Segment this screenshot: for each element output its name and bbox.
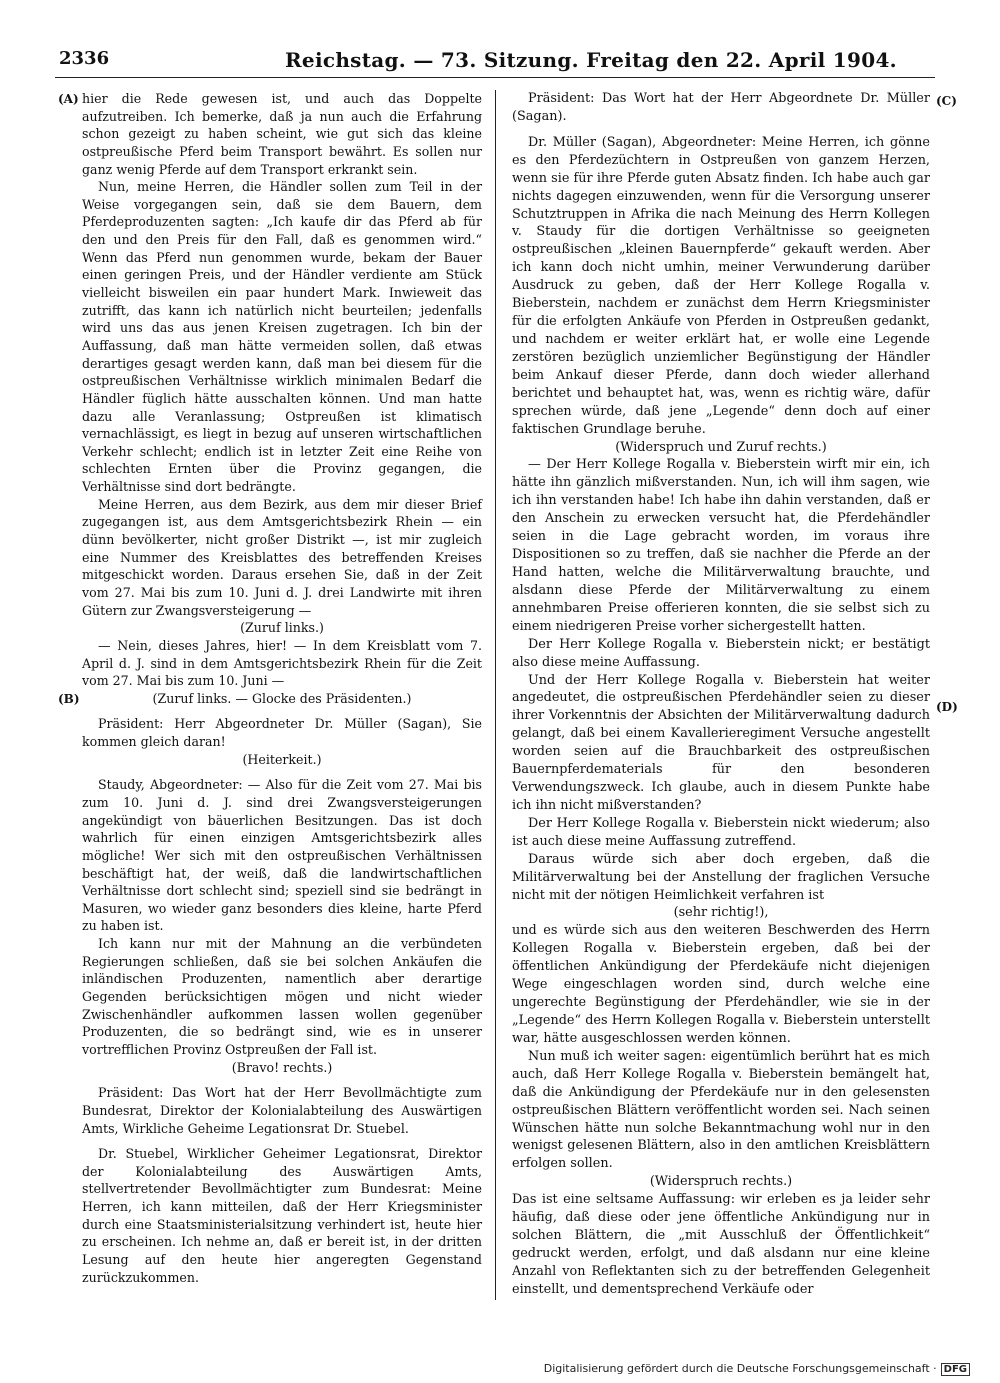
right-paragraph: Dr. Müller (Sagan), Abgeordneter: Meine Herren, ich gönne es den Pferdezüchtern in Ostpreußen von ganzem Herzen, wenn sie für ihre Pferde guten Absatz finden. Ich habe auch gar nichts dagegen einzuwenden, wenn für die Versorgung unserer Schutztruppen in Afrika die nach Meinung des Herrn Kollegen v. Staudy für die dortigen Verhältnisse so geeigneten ostpreußischen „kleinen Bauernpferde“ gekauft werden. Aber ich kann doch nicht umhin, meiner Verwunderung darüber Ausdruck zu geben, daß der Herr Kollege Rogalla v. Bieberstein, nachdem er zunächst dem Herrn Kriegsminister für die erfolgten Ankäufe von Pferden in Ostpreußen gedankt, und nachdem er weiter erklärt hat, er wolle eine Legende zerstören bezüglich unziemlicher Begünstigung der Händler beim Ankauf dieser Pferde, dann doch wieder allerhand berichtet und behauptet hat, was, wenn es richtig wäre, dafür sprechen würde, daß jene „Legende“ denn doch auf einer faktischen Grundlage beruhe. (512, 134, 930, 437)
margin-marker-a: (A) (58, 92, 79, 106)
left-paragraph: Nun, meine Herren, die Händler sollen zum Teil in der Weise vorgegangen sein, daß sie dem Bauern, dem Pferdeproduzenten sagten: „Ich kaufe dir das Pferd ab für den und den Preis für den Fall, daß es genommen wird.“ Wenn das Pferd nun genommen wurde, bekam der Bauer einen geringen Preis, und der Händler verdiente am Stück vielleicht bisweilen ein paar hundert Mark. Inwieweit das zutrifft, das kann ich natürlich nicht beurteilen; jedenfalls wird uns das aus jenen Kreisen zugetragen. Ich bin der Auffassung, daß man hätte vermeiden sollen, daß etwas derartiges gesagt werden kann, daß man bei diesem für die ostpreußischen Verhältnisse wirklich minimalen Bedarf die Händler füglich hätte ausschalten können. Und man hatte dazu alle Veranlassung; Ostpreußen ist klimatisch vernachlässigt, es liegt in bezug auf unseren wirtschaftlichen Verkehr schlecht; endlich ist in letzter Zeit eine Reihe von schlechten Ernten über die Provinz gegangen, die Verhältnisse sind dort bedrängte. (82, 179, 482, 495)
right-paragraph: Präsident: Das Wort hat der Herr Abgeordnete Dr. Müller (Sagan). (512, 91, 930, 124)
footer-credit: Digitalisierung gefördert durch die Deutsche Forschungsgemeinschaft · (543, 1362, 937, 1375)
left-paragraph: Meine Herren, aus dem Bezirk, aus dem mir dieser Brief zugegangen ist, aus dem Amtsgerichtsbezirk Rhein — ein dünn bevölkerter, nicht großer Distrikt —, ist mir zugleich eine Nummer des Kreisblattes des betreffenden Kreises mitgeschickt worden. Daraus ersehen Sie, daß in der Zeit vom 27. Mai bis zum 10. Juni d. J. drei Landwirte mit ihren Gütern zur Zwangsversteigerung — (82, 496, 482, 618)
dfg-logo: DFG (941, 1363, 970, 1376)
left-paragraph: Dr. Stuebel, Wirklicher Geheimer Legationsrat, Direktor der Kolonialabteilung des Auswärtigen Amts, stellvertretender Bevollmächtigter zum Bundesrat: Meine Herren, ich kann mitteilen, daß der Herr Kriegsminister durch eine Staatsministerialsitzung verhindert ist, heute hier zu erscheinen. Ich nehme an, daß er bereit ist, in der dritten Lesung auf den heute hier angeregten Gegenstand zurückzukommen. (82, 1146, 482, 1285)
right-paragraph: — Der Herr Kollege Rogalla v. Bieberstein wirft mir ein, ich hätte ihn gänzlich mißverstanden. Nun, ich will ihm sagen, wie ich ihn verstanden habe! Ich habe ihn dahin verstanden, daß er den Anschein zu erwecken versucht hat, die Pferdehändler seien in die Lage gebracht worden, im voraus ihre Dispositionen so zu treffen, daß sie nachher die Pferde an der Hand hatten, welche die Militärverwaltung brauchte, und alsdann diese Pferde der Militärverwaltung zu einem annehmbaren Preise offerieren konnten, die sie selbst sich zu einem niedrigeren Preise vorher sichergestellt hatten. (512, 457, 930, 634)
margin-marker-c: (C) (936, 94, 957, 108)
margin-marker-b: (B) (58, 692, 80, 706)
running-title: Reichstag. — 73. Sitzung. Freitag den 22. April 1904. (285, 48, 897, 72)
right-paragraph: (Widerspruch rechts.) (649, 1174, 793, 1190)
left-paragraph: — Nein, dieses Jahres, hier! — In dem Kreisblatt vom 7. April d. J. sind in dem Amtsgerichtsbezirk Rhein für die Zeit vom 27. Mai bis zum 10. Juni — (82, 637, 482, 689)
right-paragraph: Der Herr Kollege Rogalla v. Bieberstein nickt wiederum; also ist auch diese meine Auffassung zutreffend. (512, 815, 930, 849)
footer (544, 1362, 970, 1376)
left-paragraph: Staudy, Abgeordneter: — Also für die Zeit vom 27. Mai bis zum 10. Juni d. J. sind drei Zwangsversteigerungen angekündigt von bäuerlichen Besitzungen. Das ist doch wahrlich für einen einzigen Amtsgerichtsbezirk alles mögliche! Wer sich mit den ostpreußischen Verhältnissen beschäftigt hat, der weiß, daß die landwirtschaftlichen Verhältnisse dort schlecht sind; speziell sind sie bedrängt in Masuren, wo wieder ganz besonders dies kleine, harte Pferd zu haben ist. (82, 777, 482, 934)
left-paragraph: Präsident: Das Wort hat der Herr Bevollmächtigte zum Bundesrat, Direktor der Kolonialabteilung des Auswärtigen Amts, Wirkliche Geheime Legationsrat Dr. Stuebel. (82, 1085, 482, 1136)
right-paragraph: und es würde sich aus den weiteren Beschwerden des Herrn Kollegen Rogalla v. Bieberstein ergeben, daß bei der öffentlichen Ankündigung der Pferdekäufe nicht diejenigen Wege eingeschlagen worden sind, durch welche eine ungerechte Begünstigung der Pferdehändler, wie sie in der „Legende“ des Herrn Kollegen Rogalla v. Bieberstein unterstellt war, hätte ausgeschlossen werden können. (512, 923, 930, 1046)
left-paragraph: Präsident: Herr Abgeordneter Dr. Müller (Sagan), Sie kommen gleich daran! (82, 716, 482, 750)
left-column (82, 90, 482, 1286)
left-paragraph: (Heiterkeit.) (242, 751, 322, 767)
right-paragraph: Das ist eine seltsame Auffassung: wir erleben es ja leider sehr häufig, daß diese oder jene öffentliche Ankündigung nur in solchen Blättern, die „mit Ausschluß der Öffentlichkeit“ gedruckt werden, erfolgt, und daß alsdann nur eine kleine Anzahl von Reflektanten sich zu der betreffenden Gelegenheit einstellt, und dementsprechend Verkäufe oder (512, 1192, 930, 1297)
page-number: 2336 (59, 48, 110, 69)
left-paragraph: hier die Rede gewesen ist, und auch das Doppelte aufzutreiben. Ich bemerke, daß ja nun auch die Erfahrung schon gezeigt zu haben scheint, wie gut sich das kleine ostpreußische Pferd beim Transport bewährt. Es sollen nur ganz wenig Pferde auf dem Transport erkrankt sein. (82, 91, 482, 177)
right-paragraph: (Widerspruch und Zuruf rechts.) (615, 439, 827, 455)
header-rule (55, 77, 935, 78)
left-paragraph: (Bravo! rechts.) (231, 1059, 333, 1075)
right-paragraph: Nun muß ich weiter sagen: eigentümlich berührt hat es mich auch, daß Herr Kollege Rogalla v. Bieberstein bemängelt hat, daß die Ankündigung der Pferdekäufe nur in den gelesensten ostpreußischen Blättern veröffentlicht worden sei. Nach seinen Wünschen hätte nun solche Bekanntmachung wohl nur in den wenigst gelesenen Blättern, also in den amtlichen Kreisblättern erfolgen sollen. (512, 1048, 930, 1172)
margin-marker-d: (D) (936, 700, 958, 714)
right-column (512, 90, 930, 1299)
left-paragraph: Ich kann nur mit der Mahnung an die verbündeten Regierungen schließen, daß sie bei solchen Ankäufen die inländischen Produzenten, namentlich aber derartige Gegenden berücksichtigen mögen und nicht wieder Zwischenhändler aufkommen lassen wollen gegenüber Produzenten, die so bedrängt sind, wie es in unserer vortrefflichen Provinz Ostpreußen der Fall ist. (82, 936, 482, 1057)
column-divider (495, 90, 496, 1300)
left-paragraph: (Zuruf links. — Glocke des Präsidenten.) (152, 690, 412, 706)
page-header (55, 42, 935, 72)
right-paragraph: (sehr richtig!), (673, 905, 769, 921)
right-paragraph: Und der Herr Kollege Rogalla v. Bieberstein hat weiter angedeutet, die ostpreußischen Pferdehändler seien zu dieser ihrer Vorkenntnis der Absichten der Militärverwaltung dadurch gelangt, daß bei einem Kavallerieregiment Versuche angestellt worden seien auf die Brauchbarkeit des ostpreußischen Bauernpferdematerials für den besonderen Verwendungszweck. Ich glaube, auch in diesem Punkte habe ich ihn nicht mißverstanden? (512, 672, 930, 813)
right-paragraph: Der Herr Kollege Rogalla v. Bieberstein nickt; er bestätigt also diese meine Auffassung. (512, 636, 930, 670)
right-paragraph: Daraus würde sich aber doch ergeben, daß die Militärverwaltung bei der Anstellung der fraglichen Versuche nicht mit der nötigen Heimlichkeit verfahren ist (512, 851, 930, 903)
left-paragraph: (Zuruf links.) (240, 620, 324, 636)
